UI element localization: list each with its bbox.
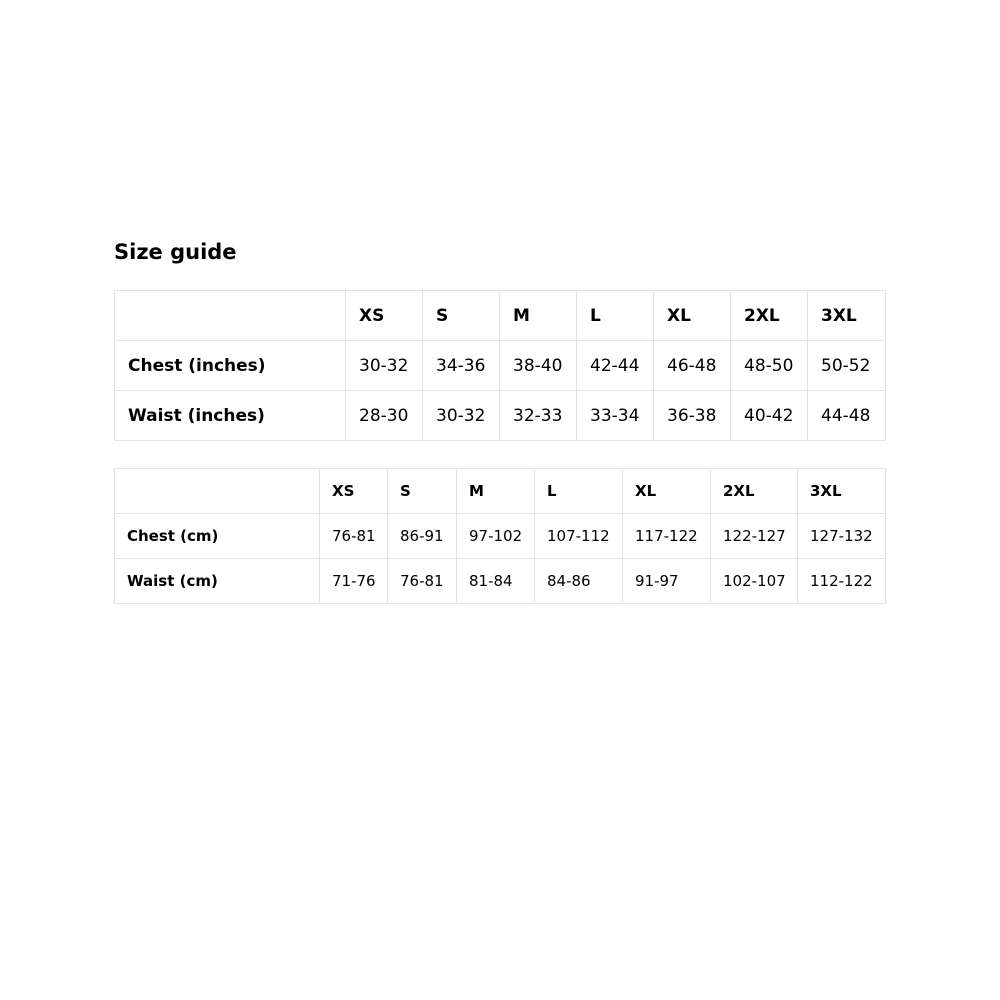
table-corner-cell [115,469,320,514]
measurement-cell: 76-81 [320,514,388,559]
measurement-cell: 112-122 [798,559,886,604]
size-header-cell: M [457,469,535,514]
measurement-cell: 97-102 [457,514,535,559]
measurement-cell: 50-52 [808,341,886,391]
measurement-cell: 36-38 [654,391,731,441]
size-header-cell: XL [654,291,731,341]
measurement-cell: 44-48 [808,391,886,441]
page-title: Size guide [114,240,237,264]
measurement-cell: 38-40 [500,341,577,391]
row-label-cell: Chest (cm) [115,514,320,559]
table-header-row [115,291,886,341]
size-header-cell: 3XL [798,469,886,514]
measurement-cell: 34-36 [423,341,500,391]
measurement-cell: 86-91 [388,514,457,559]
size-header-cell: M [500,291,577,341]
size-header-cell: XL [623,469,711,514]
measurement-cell: 107-112 [535,514,623,559]
measurement-cell: 127-132 [798,514,886,559]
size-header-cell: 2XL [711,469,798,514]
size-table-inches [114,290,886,441]
size-header-cell: XS [346,291,423,341]
measurement-cell: 28-30 [346,391,423,441]
measurement-cell: 33-34 [577,391,654,441]
table-row [115,514,886,559]
table-row [115,341,886,391]
measurement-cell: 117-122 [623,514,711,559]
measurement-cell: 81-84 [457,559,535,604]
row-label-cell: Waist (cm) [115,559,320,604]
measurement-cell: 71-76 [320,559,388,604]
row-label-cell: Chest (inches) [115,341,346,391]
table-row [115,391,886,441]
measurement-cell: 48-50 [731,341,808,391]
size-header-cell: S [388,469,457,514]
measurement-cell: 32-33 [500,391,577,441]
measurement-cell: 122-127 [711,514,798,559]
measurement-cell: 84-86 [535,559,623,604]
measurement-cell: 30-32 [346,341,423,391]
measurement-cell: 30-32 [423,391,500,441]
table-corner-cell [115,291,346,341]
table-row [115,559,886,604]
measurement-cell: 91-97 [623,559,711,604]
size-header-cell: L [577,291,654,341]
size-header-cell: S [423,291,500,341]
measurement-cell: 46-48 [654,341,731,391]
row-label-cell: Waist (inches) [115,391,346,441]
size-header-cell: L [535,469,623,514]
size-header-cell: 2XL [731,291,808,341]
table-header-row [115,469,886,514]
size-header-cell: 3XL [808,291,886,341]
measurement-cell: 42-44 [577,341,654,391]
size-header-cell: XS [320,469,388,514]
measurement-cell: 102-107 [711,559,798,604]
measurement-cell: 40-42 [731,391,808,441]
measurement-cell: 76-81 [388,559,457,604]
size-table-cm [114,468,886,604]
